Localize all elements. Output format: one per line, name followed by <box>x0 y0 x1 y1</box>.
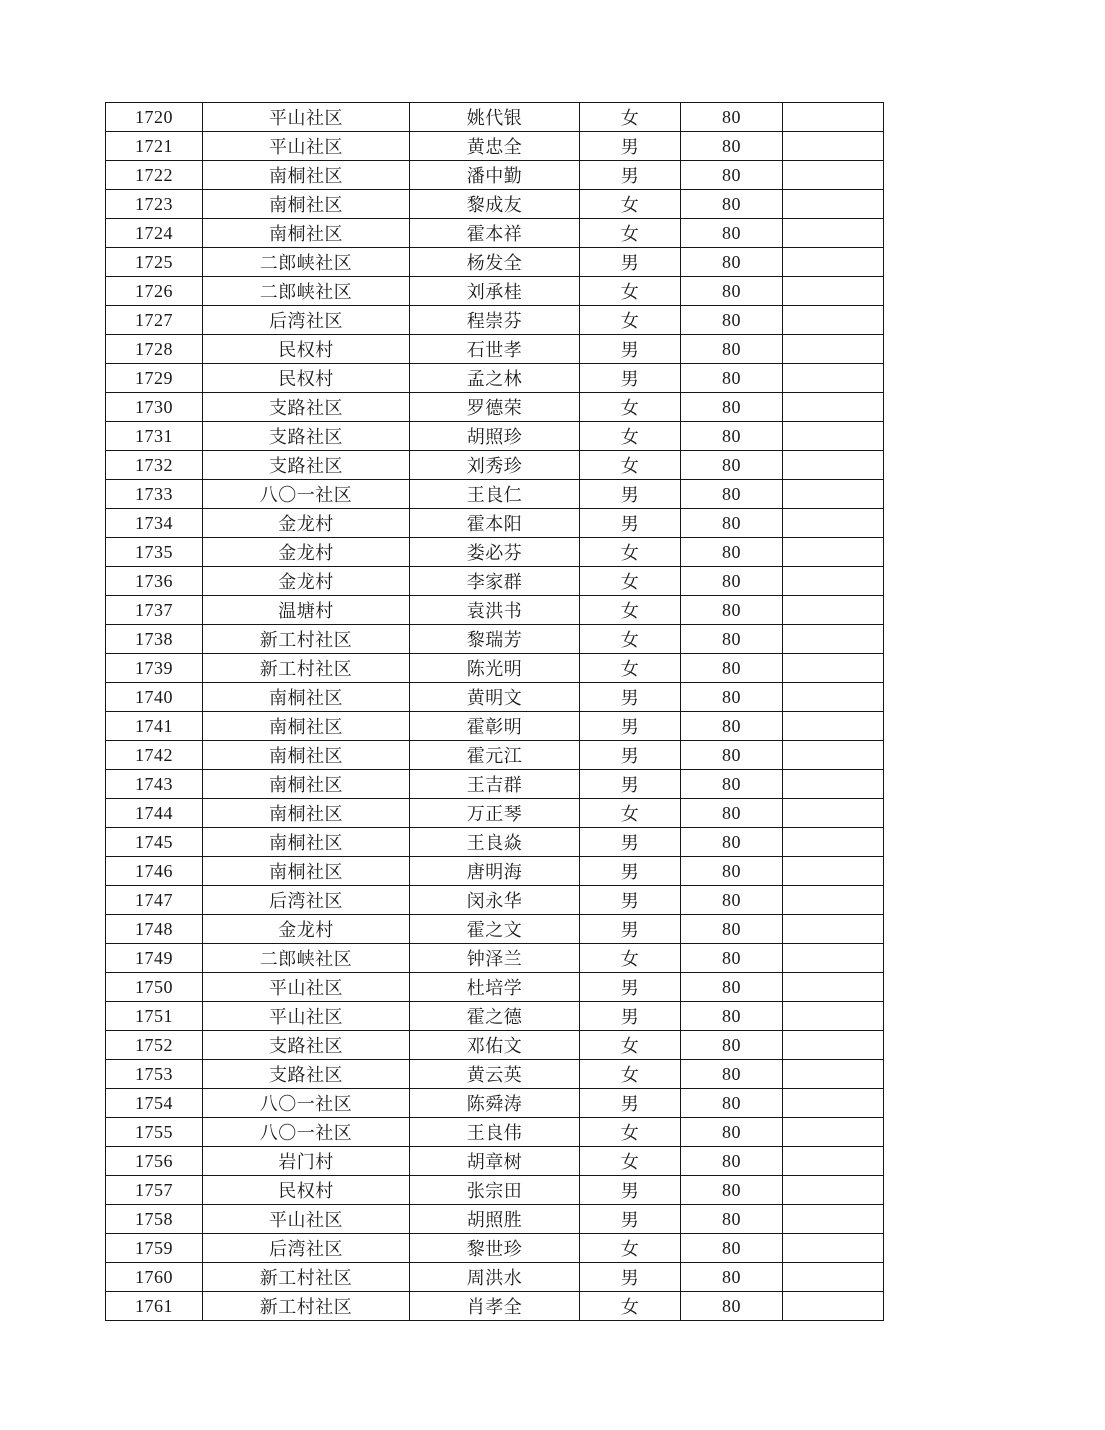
cell-gender: 男 <box>580 683 681 712</box>
cell-blank <box>783 799 884 828</box>
cell-community: 新工村社区 <box>203 1292 410 1321</box>
cell-blank <box>783 770 884 799</box>
table-row <box>106 1060 884 1089</box>
cell-gender: 男 <box>580 509 681 538</box>
cell-blank <box>783 219 884 248</box>
cell-id: 1756 <box>106 1147 203 1176</box>
cell-id: 1733 <box>106 480 203 509</box>
cell-gender: 男 <box>580 335 681 364</box>
cell-community: 南桐社区 <box>203 190 410 219</box>
table-row <box>106 1002 884 1031</box>
cell-id: 1737 <box>106 596 203 625</box>
cell-blank <box>783 364 884 393</box>
cell-blank <box>783 103 884 132</box>
cell-blank <box>783 335 884 364</box>
cell-community: 八〇一社区 <box>203 1118 410 1147</box>
cell-age: 80 <box>681 1263 783 1292</box>
table-row <box>106 190 884 219</box>
table-row <box>106 103 884 132</box>
cell-id: 1751 <box>106 1002 203 1031</box>
cell-blank <box>783 190 884 219</box>
cell-community: 新工村社区 <box>203 1263 410 1292</box>
cell-community: 平山社区 <box>203 132 410 161</box>
cell-name: 李家群 <box>410 567 580 596</box>
cell-gender: 女 <box>580 219 681 248</box>
cell-name: 霍元江 <box>410 741 580 770</box>
cell-community: 新工村社区 <box>203 625 410 654</box>
cell-blank <box>783 451 884 480</box>
table-row <box>106 567 884 596</box>
cell-community: 八〇一社区 <box>203 1089 410 1118</box>
cell-id: 1748 <box>106 915 203 944</box>
cell-id: 1727 <box>106 306 203 335</box>
cell-name: 黎世珍 <box>410 1234 580 1263</box>
cell-name: 娄必芬 <box>410 538 580 567</box>
cell-age: 80 <box>681 306 783 335</box>
cell-name: 黄云英 <box>410 1060 580 1089</box>
table-row <box>106 886 884 915</box>
cell-age: 80 <box>681 451 783 480</box>
cell-blank <box>783 973 884 1002</box>
cell-id: 1736 <box>106 567 203 596</box>
cell-community: 南桐社区 <box>203 683 410 712</box>
cell-name: 程崇芬 <box>410 306 580 335</box>
cell-name: 霍彰明 <box>410 712 580 741</box>
cell-age: 80 <box>681 364 783 393</box>
cell-gender: 男 <box>580 132 681 161</box>
cell-age: 80 <box>681 1205 783 1234</box>
table-row <box>106 625 884 654</box>
cell-id: 1746 <box>106 857 203 886</box>
cell-age: 80 <box>681 1089 783 1118</box>
cell-age: 80 <box>681 248 783 277</box>
table-row <box>106 1205 884 1234</box>
cell-age: 80 <box>681 1031 783 1060</box>
cell-name: 陈舜涛 <box>410 1089 580 1118</box>
cell-age: 80 <box>681 596 783 625</box>
cell-blank <box>783 625 884 654</box>
cell-name: 王良伟 <box>410 1118 580 1147</box>
cell-name: 张宗田 <box>410 1176 580 1205</box>
cell-gender: 男 <box>580 712 681 741</box>
cell-age: 80 <box>681 190 783 219</box>
cell-id: 1726 <box>106 277 203 306</box>
table-row <box>106 219 884 248</box>
cell-id: 1721 <box>106 132 203 161</box>
cell-blank <box>783 1089 884 1118</box>
cell-name: 姚代银 <box>410 103 580 132</box>
table-row <box>106 915 884 944</box>
cell-name: 王良仁 <box>410 480 580 509</box>
cell-name: 霍本祥 <box>410 219 580 248</box>
cell-age: 80 <box>681 567 783 596</box>
cell-id: 1740 <box>106 683 203 712</box>
table-row <box>106 1176 884 1205</box>
table-row <box>106 480 884 509</box>
cell-id: 1757 <box>106 1176 203 1205</box>
cell-name: 周洪水 <box>410 1263 580 1292</box>
table-row <box>106 857 884 886</box>
cell-community: 金龙村 <box>203 538 410 567</box>
cell-age: 80 <box>681 335 783 364</box>
cell-age: 80 <box>681 857 783 886</box>
cell-community: 南桐社区 <box>203 828 410 857</box>
table-row <box>106 1147 884 1176</box>
cell-id: 1749 <box>106 944 203 973</box>
cell-age: 80 <box>681 973 783 1002</box>
cell-name: 孟之林 <box>410 364 580 393</box>
cell-name: 胡照珍 <box>410 422 580 451</box>
cell-id: 1747 <box>106 886 203 915</box>
cell-name: 黎瑞芳 <box>410 625 580 654</box>
cell-age: 80 <box>681 625 783 654</box>
cell-gender: 女 <box>580 103 681 132</box>
cell-gender: 男 <box>580 915 681 944</box>
cell-blank <box>783 1176 884 1205</box>
table-row <box>106 277 884 306</box>
cell-gender: 女 <box>580 451 681 480</box>
cell-id: 1760 <box>106 1263 203 1292</box>
cell-community: 金龙村 <box>203 509 410 538</box>
cell-id: 1758 <box>106 1205 203 1234</box>
cell-community: 民权村 <box>203 335 410 364</box>
cell-gender: 男 <box>580 770 681 799</box>
cell-age: 80 <box>681 480 783 509</box>
cell-age: 80 <box>681 915 783 944</box>
cell-name: 唐明海 <box>410 857 580 886</box>
table-row <box>106 422 884 451</box>
cell-age: 80 <box>681 219 783 248</box>
cell-community: 后湾社区 <box>203 306 410 335</box>
cell-community: 支路社区 <box>203 1031 410 1060</box>
cell-community: 平山社区 <box>203 103 410 132</box>
cell-age: 80 <box>681 161 783 190</box>
cell-blank <box>783 1205 884 1234</box>
cell-name: 闵永华 <box>410 886 580 915</box>
cell-age: 80 <box>681 132 783 161</box>
cell-blank <box>783 741 884 770</box>
cell-gender: 女 <box>580 1292 681 1321</box>
table-row <box>106 654 884 683</box>
cell-name: 钟泽兰 <box>410 944 580 973</box>
cell-age: 80 <box>681 741 783 770</box>
cell-age: 80 <box>681 654 783 683</box>
cell-blank <box>783 1234 884 1263</box>
cell-name: 胡章树 <box>410 1147 580 1176</box>
cell-community: 岩门村 <box>203 1147 410 1176</box>
cell-community: 温塘村 <box>203 596 410 625</box>
cell-blank <box>783 1118 884 1147</box>
table-row <box>106 132 884 161</box>
cell-blank <box>783 828 884 857</box>
cell-id: 1729 <box>106 364 203 393</box>
cell-community: 民权村 <box>203 1176 410 1205</box>
cell-id: 1742 <box>106 741 203 770</box>
cell-community: 支路社区 <box>203 393 410 422</box>
cell-gender: 女 <box>580 306 681 335</box>
cell-blank <box>783 1292 884 1321</box>
cell-gender: 女 <box>580 944 681 973</box>
cell-community: 后湾社区 <box>203 1234 410 1263</box>
cell-id: 1759 <box>106 1234 203 1263</box>
cell-id: 1744 <box>106 799 203 828</box>
cell-community: 支路社区 <box>203 1060 410 1089</box>
cell-name: 黎成友 <box>410 190 580 219</box>
cell-id: 1732 <box>106 451 203 480</box>
cell-blank <box>783 393 884 422</box>
cell-gender: 女 <box>580 393 681 422</box>
cell-id: 1752 <box>106 1031 203 1060</box>
cell-age: 80 <box>681 1060 783 1089</box>
cell-gender: 男 <box>580 886 681 915</box>
cell-name: 袁洪书 <box>410 596 580 625</box>
cell-name: 杨发全 <box>410 248 580 277</box>
cell-blank <box>783 538 884 567</box>
cell-age: 80 <box>681 538 783 567</box>
cell-blank <box>783 1031 884 1060</box>
cell-gender: 女 <box>580 1031 681 1060</box>
cell-gender: 男 <box>580 161 681 190</box>
cell-age: 80 <box>681 1292 783 1321</box>
cell-gender: 女 <box>580 625 681 654</box>
cell-id: 1728 <box>106 335 203 364</box>
cell-gender: 男 <box>580 1263 681 1292</box>
cell-name: 霍之德 <box>410 1002 580 1031</box>
cell-id: 1723 <box>106 190 203 219</box>
cell-age: 80 <box>681 1176 783 1205</box>
cell-community: 南桐社区 <box>203 857 410 886</box>
cell-id: 1743 <box>106 770 203 799</box>
cell-name: 王吉群 <box>410 770 580 799</box>
cell-id: 1741 <box>106 712 203 741</box>
table-row <box>106 828 884 857</box>
cell-id: 1730 <box>106 393 203 422</box>
cell-community: 八〇一社区 <box>203 480 410 509</box>
cell-community: 南桐社区 <box>203 161 410 190</box>
cell-id: 1750 <box>106 973 203 1002</box>
cell-age: 80 <box>681 1147 783 1176</box>
table-row <box>106 161 884 190</box>
cell-blank <box>783 161 884 190</box>
cell-community: 支路社区 <box>203 422 410 451</box>
table-row <box>106 451 884 480</box>
cell-blank <box>783 654 884 683</box>
cell-community: 南桐社区 <box>203 219 410 248</box>
cell-age: 80 <box>681 712 783 741</box>
cell-blank <box>783 480 884 509</box>
cell-community: 平山社区 <box>203 973 410 1002</box>
cell-id: 1755 <box>106 1118 203 1147</box>
cell-id: 1724 <box>106 219 203 248</box>
table-row <box>106 364 884 393</box>
cell-age: 80 <box>681 422 783 451</box>
cell-gender: 男 <box>580 973 681 1002</box>
table-row <box>106 596 884 625</box>
cell-community: 民权村 <box>203 364 410 393</box>
cell-gender: 女 <box>580 1118 681 1147</box>
table-row <box>106 770 884 799</box>
cell-blank <box>783 886 884 915</box>
table-row <box>106 1263 884 1292</box>
cell-community: 二郎峡社区 <box>203 944 410 973</box>
cell-age: 80 <box>681 1234 783 1263</box>
cell-gender: 女 <box>580 567 681 596</box>
cell-id: 1735 <box>106 538 203 567</box>
cell-community: 南桐社区 <box>203 799 410 828</box>
cell-gender: 男 <box>580 1176 681 1205</box>
cell-gender: 男 <box>580 1002 681 1031</box>
cell-name: 陈光明 <box>410 654 580 683</box>
cell-blank <box>783 915 884 944</box>
cell-age: 80 <box>681 770 783 799</box>
cell-name: 杜培学 <box>410 973 580 1002</box>
cell-gender: 男 <box>580 364 681 393</box>
cell-id: 1754 <box>106 1089 203 1118</box>
cell-gender: 男 <box>580 857 681 886</box>
cell-blank <box>783 422 884 451</box>
table-row <box>106 973 884 1002</box>
cell-age: 80 <box>681 393 783 422</box>
cell-blank <box>783 567 884 596</box>
cell-blank <box>783 944 884 973</box>
cell-name: 黄忠全 <box>410 132 580 161</box>
cell-blank <box>783 1002 884 1031</box>
cell-community: 支路社区 <box>203 451 410 480</box>
records-table <box>105 102 884 1321</box>
table-row <box>106 1118 884 1147</box>
cell-gender: 男 <box>580 480 681 509</box>
cell-blank <box>783 132 884 161</box>
cell-gender: 女 <box>580 799 681 828</box>
table-row <box>106 335 884 364</box>
table-row <box>106 538 884 567</box>
cell-name: 胡照胜 <box>410 1205 580 1234</box>
cell-age: 80 <box>681 277 783 306</box>
cell-gender: 女 <box>580 277 681 306</box>
cell-id: 1722 <box>106 161 203 190</box>
cell-id: 1734 <box>106 509 203 538</box>
table-row <box>106 683 884 712</box>
table-row <box>106 944 884 973</box>
cell-id: 1731 <box>106 422 203 451</box>
cell-community: 二郎峡社区 <box>203 248 410 277</box>
cell-age: 80 <box>681 103 783 132</box>
table-row <box>106 741 884 770</box>
cell-name: 石世孝 <box>410 335 580 364</box>
table-body <box>106 103 884 1321</box>
cell-blank <box>783 1060 884 1089</box>
cell-name: 刘秀珍 <box>410 451 580 480</box>
cell-gender: 女 <box>580 422 681 451</box>
cell-id: 1745 <box>106 828 203 857</box>
table-row <box>106 1089 884 1118</box>
cell-community: 新工村社区 <box>203 654 410 683</box>
cell-blank <box>783 683 884 712</box>
cell-name: 万正琴 <box>410 799 580 828</box>
cell-blank <box>783 277 884 306</box>
cell-community: 南桐社区 <box>203 741 410 770</box>
cell-community: 平山社区 <box>203 1002 410 1031</box>
cell-age: 80 <box>681 886 783 915</box>
cell-community: 南桐社区 <box>203 770 410 799</box>
cell-gender: 男 <box>580 828 681 857</box>
cell-gender: 女 <box>580 1060 681 1089</box>
table-row <box>106 1292 884 1321</box>
table-row <box>106 799 884 828</box>
cell-age: 80 <box>681 828 783 857</box>
cell-gender: 男 <box>580 248 681 277</box>
cell-community: 金龙村 <box>203 567 410 596</box>
cell-id: 1725 <box>106 248 203 277</box>
cell-blank <box>783 712 884 741</box>
table-row <box>106 1234 884 1263</box>
cell-age: 80 <box>681 509 783 538</box>
cell-blank <box>783 1147 884 1176</box>
cell-blank <box>783 857 884 886</box>
cell-gender: 女 <box>580 654 681 683</box>
cell-name: 邓佑文 <box>410 1031 580 1060</box>
table-row <box>106 248 884 277</box>
cell-gender: 女 <box>580 1147 681 1176</box>
cell-community: 平山社区 <box>203 1205 410 1234</box>
cell-blank <box>783 509 884 538</box>
table-row <box>106 1031 884 1060</box>
table-row <box>106 306 884 335</box>
cell-name: 罗德荣 <box>410 393 580 422</box>
cell-name: 刘承桂 <box>410 277 580 306</box>
cell-gender: 女 <box>580 1234 681 1263</box>
cell-age: 80 <box>681 799 783 828</box>
cell-blank <box>783 596 884 625</box>
cell-community: 金龙村 <box>203 915 410 944</box>
cell-id: 1761 <box>106 1292 203 1321</box>
cell-gender: 女 <box>580 190 681 219</box>
cell-name: 黄明文 <box>410 683 580 712</box>
cell-gender: 女 <box>580 538 681 567</box>
table-row <box>106 712 884 741</box>
cell-gender: 男 <box>580 1205 681 1234</box>
cell-blank <box>783 306 884 335</box>
cell-gender: 女 <box>580 596 681 625</box>
cell-id: 1720 <box>106 103 203 132</box>
cell-name: 肖孝全 <box>410 1292 580 1321</box>
table-row <box>106 393 884 422</box>
cell-age: 80 <box>681 1002 783 1031</box>
cell-gender: 男 <box>580 1089 681 1118</box>
cell-gender: 男 <box>580 741 681 770</box>
cell-age: 80 <box>681 1118 783 1147</box>
cell-community: 后湾社区 <box>203 886 410 915</box>
cell-community: 二郎峡社区 <box>203 277 410 306</box>
cell-community: 南桐社区 <box>203 712 410 741</box>
cell-id: 1738 <box>106 625 203 654</box>
cell-blank <box>783 1263 884 1292</box>
cell-name: 潘中勤 <box>410 161 580 190</box>
cell-age: 80 <box>681 944 783 973</box>
cell-age: 80 <box>681 683 783 712</box>
cell-id: 1753 <box>106 1060 203 1089</box>
table-row <box>106 509 884 538</box>
cell-blank <box>783 248 884 277</box>
cell-name: 霍本阳 <box>410 509 580 538</box>
cell-id: 1739 <box>106 654 203 683</box>
cell-name: 王良焱 <box>410 828 580 857</box>
cell-name: 霍之文 <box>410 915 580 944</box>
